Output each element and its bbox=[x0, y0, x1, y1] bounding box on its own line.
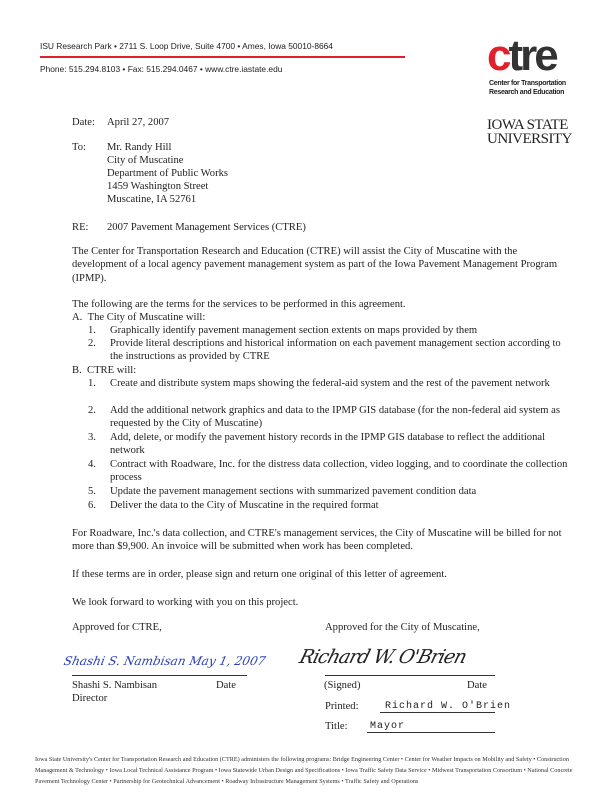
recipient-line: Muscatine, IA 52761 bbox=[107, 194, 197, 205]
intro-paragraph: The Center for Transportation Research and Education (CTRE) will assist the City of Muscatine with the development of a local agency pavement management system as part of the Iowa Pavement Management Program (IPMP). bbox=[72, 246, 558, 284]
section-a-heading: A. The City of Muscatine will: bbox=[72, 312, 206, 323]
list-item: 2. Provide literal descriptions and historical information on each pavement management section according to the instructions as provided by CTRE bbox=[88, 338, 561, 363]
recipient-line: Department of Public Works bbox=[107, 168, 229, 179]
section-b-heading: B. CTRE will: bbox=[72, 365, 137, 376]
footer-programs: Iowa State University's Center for Transportation Research and Education (CTRE) administers the following programs: Bridge Engineering Center • Center for Weather Impacts on Mobility and Safety • Construction Management & Technology • Iowa Local Technical Assistance Program • Iowa Statewide Urban Design and Specifications • Iowa Traffic Safety Data Service • Midwest Transportation Consortium • National Concrete Pavement Technology Center • Partnership for Geotechnical Advancement • Roadway Infrastructure Management Systems • Traffic Safety and Operations bbox=[35, 756, 573, 785]
title-line bbox=[367, 732, 495, 733]
list-item: 5. Update the pavement management sections with summarized pavement condition data bbox=[88, 486, 477, 497]
date-caption: Date bbox=[216, 680, 236, 691]
printed-name: Richard W. O'Brien bbox=[385, 701, 512, 712]
recipient-line: City of Muscatine bbox=[107, 155, 184, 166]
re-label: RE: bbox=[72, 222, 89, 233]
list-item: 6. Deliver the data to the City of Muscatine in the required format bbox=[88, 500, 379, 511]
title-label: Title: bbox=[325, 721, 348, 732]
to-label: To: bbox=[72, 142, 86, 153]
ctre-logo: ctre bbox=[487, 31, 556, 80]
letterhead-contact: Phone: 515.294.8103 • Fax: 515.294.0467 • www.ctre.iastate.edu bbox=[40, 64, 283, 74]
list-item: 1. Graphically identify pavement management section extents on maps provided by them bbox=[88, 325, 478, 336]
isu-logo: IOWA STATE UNIVERSITY bbox=[487, 117, 572, 147]
city-signature: Richard W. O'Brien bbox=[297, 646, 469, 668]
closing: We look forward to working with you on this project. bbox=[72, 597, 299, 608]
signed-caption: (Signed) bbox=[324, 680, 361, 691]
left-approval-heading: Approved for CTRE, bbox=[72, 622, 162, 633]
list-item: 3. Add, delete, or modify the pavement history records in the IPMP GIS database to reflect the additional network bbox=[88, 432, 546, 457]
ctre-logo-subtitle: Center for Transportation Research and Education bbox=[489, 80, 566, 96]
signer-name: Shashi S. Nambisan bbox=[72, 680, 158, 691]
billing-paragraph: For Roadware, Inc.'s data collection, and CTRE's management services, the City of Muscatine will be billed for not more than $9,900. An invoice will be submitted when work has been completed. bbox=[72, 528, 562, 553]
recipient-line: Mr. Randy Hill bbox=[107, 142, 172, 153]
signer-title: Director bbox=[72, 693, 108, 704]
letterhead-address: ISU Research Park • 2711 S. Loop Drive, Suite 4700 • Ames, Iowa 50010-8664 bbox=[40, 41, 333, 51]
printed-label: Printed: bbox=[325, 701, 359, 712]
list-item: 2. Add the additional network graphics and data to the IPMP GIS database (for the non-federal aid system as requested by the City of Muscatine) bbox=[88, 405, 561, 430]
recipient-line: 1459 Washington Street bbox=[107, 181, 209, 192]
printed-line bbox=[380, 712, 495, 713]
title-value: Mayor bbox=[370, 721, 406, 732]
list-item: 4. Contract with Roadware, Inc. for the distress data collection, video logging, and to coordinate the collection process bbox=[88, 459, 568, 484]
date-value: April 27, 2007 bbox=[107, 117, 170, 128]
date-label: Date: bbox=[72, 117, 95, 128]
terms-intro: The following are the terms for the services to be performed in this agreement. bbox=[72, 299, 406, 310]
list-item: 1. Create and distribute system maps showing the federal-aid system and the rest of the pavement network bbox=[88, 378, 550, 389]
letterhead-rule bbox=[40, 56, 405, 58]
date-caption: Date bbox=[467, 680, 487, 691]
re-value: 2007 Pavement Management Services (CTRE) bbox=[107, 222, 306, 233]
signature-line bbox=[72, 675, 247, 676]
ctre-signature: Shashi S. Nambisan May 1, 2007 bbox=[62, 654, 267, 668]
right-approval-heading: Approved for the City of Muscatine, bbox=[325, 622, 480, 633]
sign-request: If these terms are in order, please sign and return one original of this letter of agreement. bbox=[72, 569, 447, 580]
signature-line bbox=[325, 675, 495, 676]
